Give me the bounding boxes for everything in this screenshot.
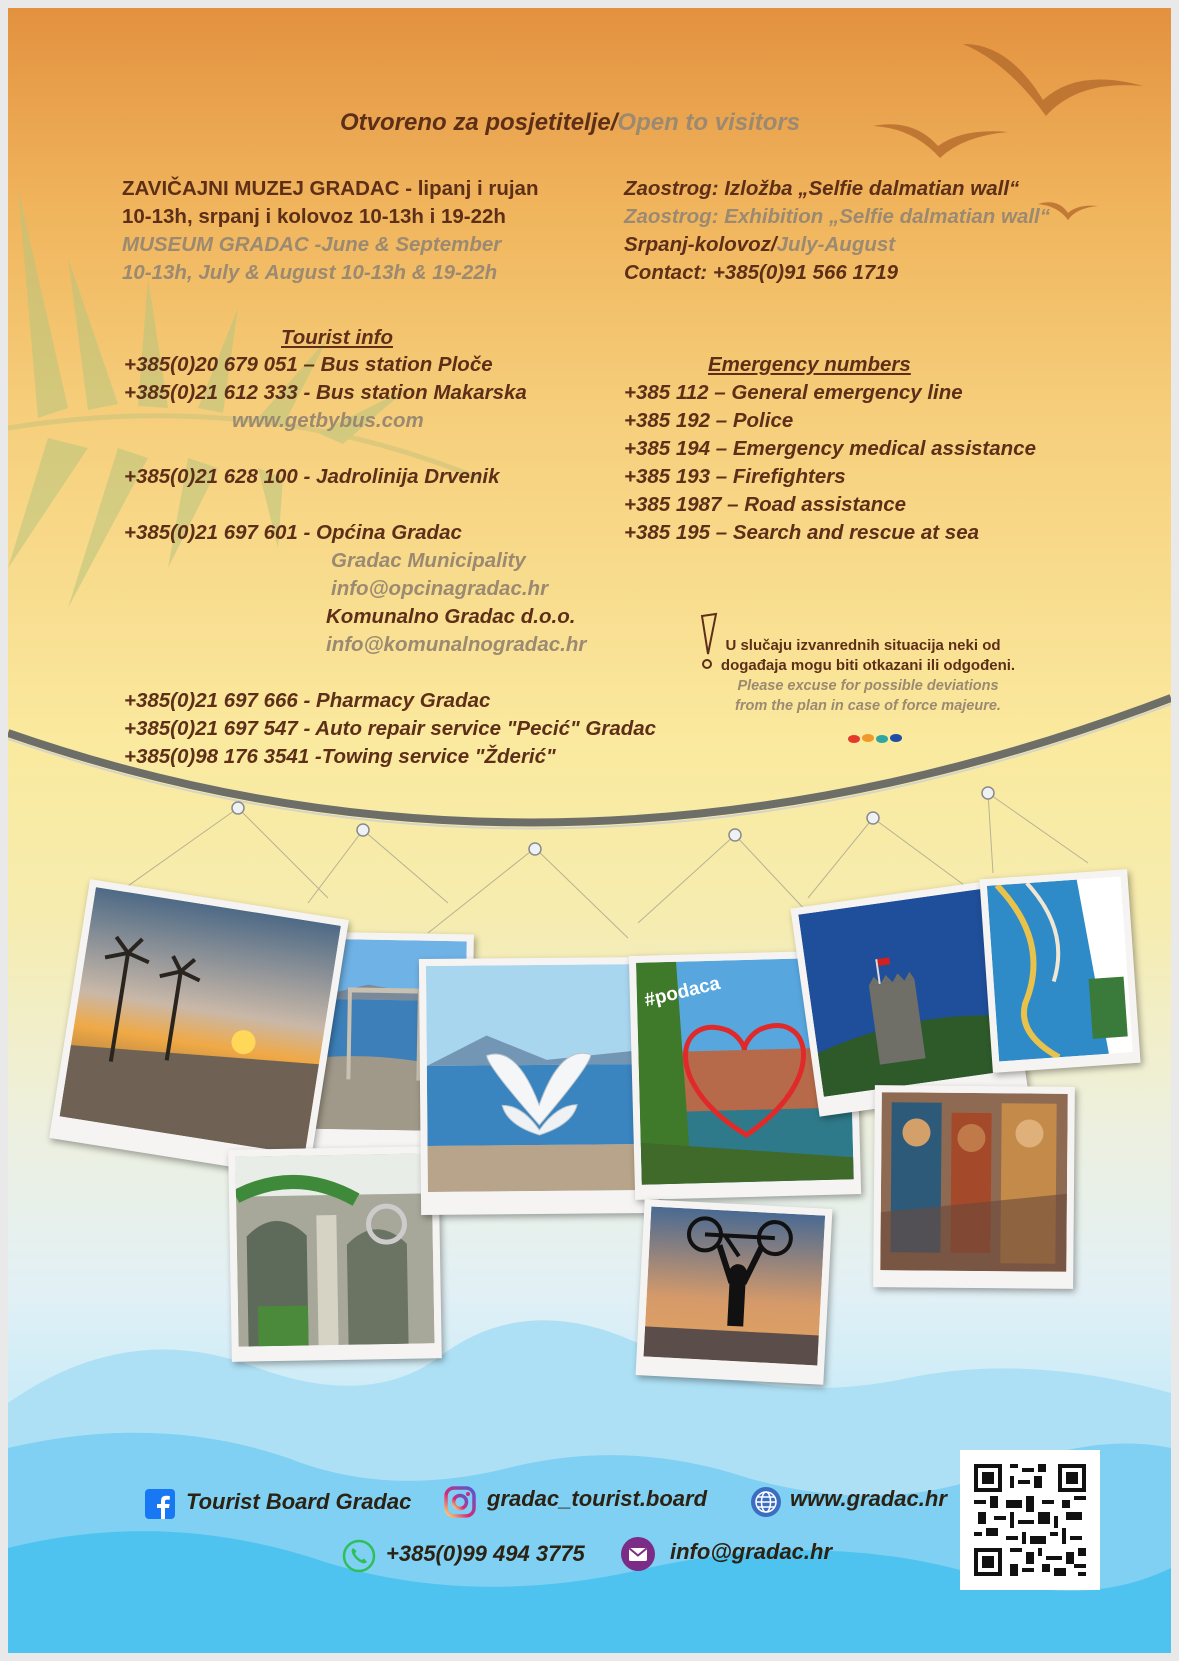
komunalno-email[interactable]: info@komunalnogradac.hr	[326, 633, 587, 656]
emergency-item: +385 194 – Emergency medical assistance	[624, 437, 1036, 460]
emergency-item: +385 112 – General emergency line	[624, 381, 963, 404]
emergency-item: +385 195 – Search and rescue at sea	[624, 521, 980, 544]
email-link[interactable]: info@gradac.hr	[670, 1539, 833, 1564]
hashtag-label: #podaca	[642, 972, 723, 1012]
zaostrog-dates-hr: Srpanj-kolovoz/	[624, 233, 777, 256]
zaostrog-line-3	[624, 231, 895, 259]
gradac-municipality: Gradac Municipality	[331, 549, 526, 572]
website-link[interactable]: www.gradac.hr	[790, 1486, 947, 1511]
photo-cyclist	[636, 1199, 833, 1385]
museum-line-2: 10-13h, srpanj i kolovoz 10-13h i 19-22h	[122, 205, 506, 228]
facebook-link[interactable]: Tourist Board Gradac	[186, 1489, 412, 1514]
museum-line-4: 10-13h, July & August 10-13h & 19-22h	[122, 261, 498, 284]
emergency-item: +385 192 – Police	[624, 409, 794, 432]
title-english: Open to visitors	[617, 109, 801, 136]
zaostrog-line-2: Zaostrog: Exhibition „Selfie dalmatian wall“	[624, 205, 1051, 228]
page-title	[340, 109, 800, 137]
opcina-gradac: +385(0)21 697 601 - Općina Gradac	[124, 521, 462, 544]
pharmacy-gradac: +385(0)21 697 666 - Pharmacy Gradac	[124, 689, 491, 712]
bus-station-makarska: +385(0)21 612 333 - Bus station Makarska	[124, 381, 527, 404]
photo-mosaic-stairs	[979, 869, 1140, 1073]
photo-butterfly	[419, 957, 659, 1215]
notice-hr-line-2: događaja mogu biti otkazani ili odgođeni.	[720, 657, 1016, 674]
museum-line-3: MUSEUM GRADAC -June & September	[122, 233, 502, 256]
mail-icon[interactable]	[620, 1536, 656, 1572]
color-dots-decoration	[844, 730, 924, 746]
photo-arcade	[228, 1146, 442, 1362]
phone-link[interactable]: +385(0)99 494 3775	[386, 1541, 585, 1566]
auto-repair-service: +385(0)21 697 547 - Auto repair service "Pecić" Gradac	[124, 717, 657, 740]
qr-code-pattern	[974, 1464, 1086, 1576]
instagram-link[interactable]: gradac_tourist.board	[487, 1486, 708, 1511]
phone-icon[interactable]	[342, 1539, 376, 1573]
instagram-icon[interactable]	[444, 1486, 476, 1518]
photo-mural	[873, 1085, 1075, 1289]
notice-hr-line-1: U slučaju izvanrednih situacija neki od	[725, 637, 1001, 654]
emergency-item: +385 1987 – Road assistance	[624, 493, 907, 516]
zaostrog-line-1: Zaostrog: Izložba „Selfie dalmatian wall“	[624, 177, 1020, 200]
tourist-info-heading: Tourist info	[281, 326, 393, 349]
zaostrog-contact: Contact: +385(0)91 566 1719	[624, 261, 899, 284]
towing-service: +385(0)98 176 3541 -Towing service "Žderić"	[124, 745, 556, 768]
notice-en-line-1: Please excuse for possible deviations	[737, 678, 999, 694]
poster	[8, 8, 1171, 1653]
jadrolinija-drvenik: +385(0)21 628 100 - Jadrolinija Drvenik	[124, 465, 500, 488]
exclamation-icon	[696, 612, 720, 672]
getbybus-link[interactable]: www.getbybus.com	[232, 409, 424, 432]
globe-icon[interactable]	[750, 1486, 782, 1518]
museum-line-1: ZAVIČAJNI MUZEJ GRADAC - lipanj i rujan	[122, 177, 539, 200]
komunalno-gradac: Komunalno Gradac d.o.o.	[326, 605, 576, 628]
emergency-heading: Emergency numbers	[708, 353, 911, 376]
emergency-item: +385 193 – Firefighters	[624, 465, 846, 488]
opcina-email[interactable]: info@opcinagradac.hr	[331, 577, 549, 600]
facebook-icon[interactable]	[145, 1489, 175, 1519]
notice-en-line-2: from the plan in case of force majeure.	[735, 698, 1001, 714]
title-croatian: Otvoreno za posjetitelje/	[340, 109, 618, 136]
bus-station-ploce: +385(0)20 679 051 – Bus station Ploče	[124, 353, 493, 376]
zaostrog-dates-en: July-August	[776, 233, 896, 256]
qr-code[interactable]	[960, 1450, 1100, 1590]
photo-sunset	[49, 879, 349, 1179]
